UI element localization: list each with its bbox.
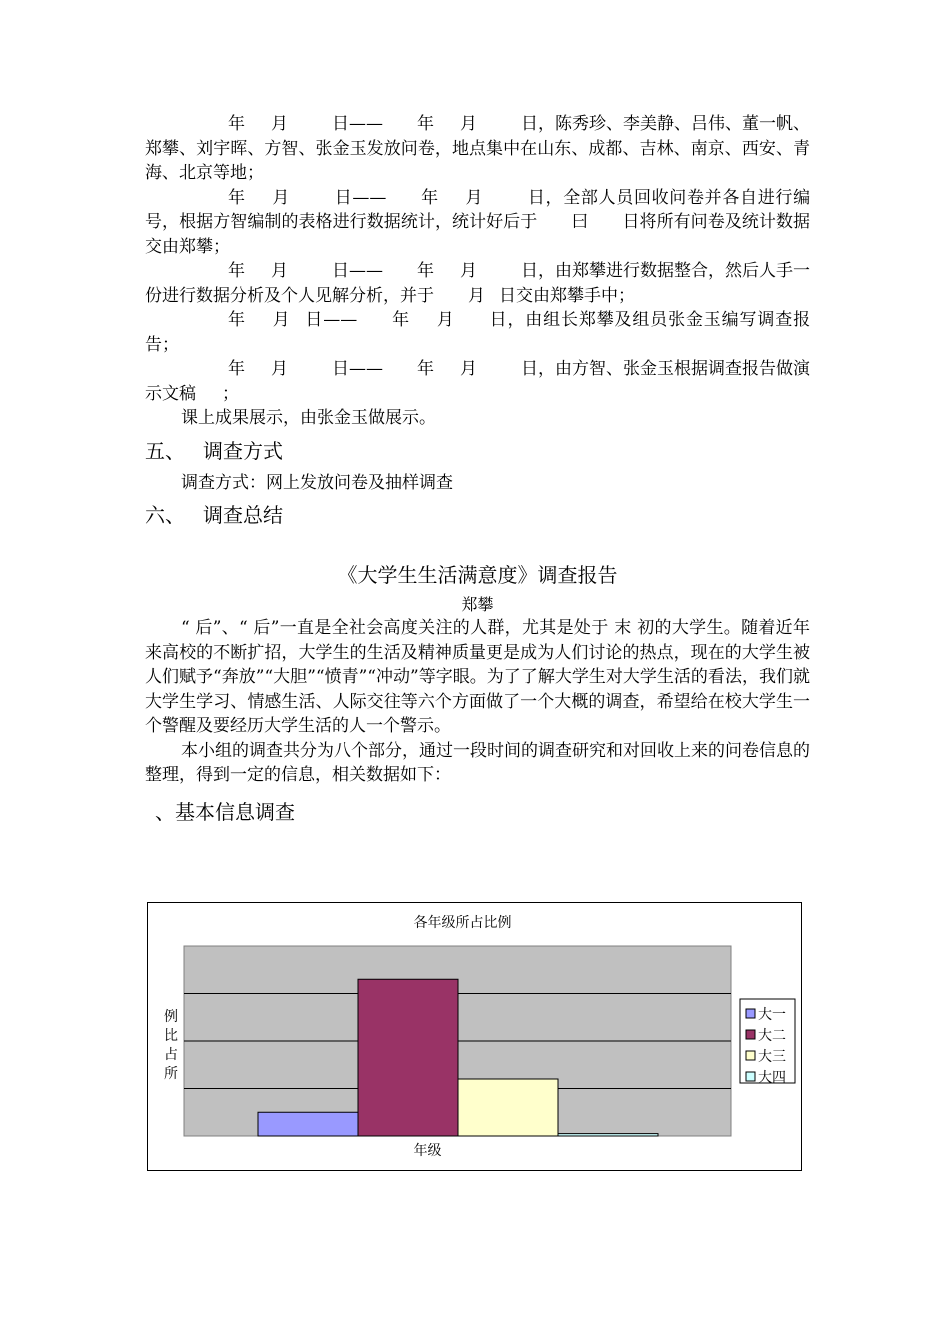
y-axis-label-char: 占 xyxy=(164,1047,178,1063)
legend-swatch-大四 xyxy=(746,1072,755,1081)
section-5-heading: 五、 调查方式 xyxy=(145,438,283,463)
schedule-line-5: 年 月 日—— 年 月 日，由方智、张金玉根据调查报告做演示文稿 ； xyxy=(145,359,810,404)
legend-swatch-大二 xyxy=(746,1030,755,1039)
basic-info-heading: 、基本信息调查 xyxy=(155,799,295,824)
schedule-line-4: 年 月 日—— 年 月 日，由组长郑攀及组员张金玉编写调查报告； xyxy=(145,310,811,355)
legend-label-大三: 大三 xyxy=(758,1049,786,1065)
report-paragraph-2: 本小组的调查共分为八个部分，通过一段时间的调查研究和对回收上来的问卷信息的整理，得到一定的信息，相关数据如下： xyxy=(145,740,810,785)
schedule-line-2: 年 月 日—— 年 月 日，全部人员回收问卷并各自进行编号，根据方智编制的表格进行数据统计，统计好后于 曰 日将所有问卷及统计数据交由郑攀； xyxy=(145,187,811,257)
chart-title: 各年级所占比例 xyxy=(413,915,512,931)
legend-swatch-大三 xyxy=(746,1051,755,1060)
report-paragraph-1: “ 后”、“ 后”一直是全社会高度关注的人群，尤其是处于 末 初的大学生。随着近年来高校的不断扩招，大学生的生活及精神质量更是成为人们讨论的热点，现在的大学生被人们赋予“奔放”“大胆”“愤青”“冲动”等字眼。为了了解大学生对大学生活的看法，我们就大学生学习、情感生活、人际交往等六个方面做了一个大概的调查，希望给在校大学生一个警醒及要经历大学生活的人一个警示。 xyxy=(145,618,810,736)
chart-svg xyxy=(148,903,801,1170)
section-6-heading: 六、 调查总结 xyxy=(145,503,283,527)
schedule-line-1: 年 月 日—— 年 月 日，陈秀珍、李美静、吕伟、董一帆、郑攀、刘宇晖、方智、张金玉发放问卷，地点集中在山东、成都、吉林、南京、西安、青海、北京等地； xyxy=(145,114,810,183)
legend-label-大一: 大一 xyxy=(758,1007,786,1023)
x-axis-label: 年级 xyxy=(413,1143,442,1159)
legend-label-大四: 大四 xyxy=(758,1070,786,1086)
bar-大四 xyxy=(558,1134,658,1136)
legend-label-大二: 大二 xyxy=(758,1028,786,1044)
y-axis-label-char: 例 xyxy=(164,1009,178,1025)
bar-大二 xyxy=(358,979,458,1136)
bar-大三 xyxy=(458,1079,558,1136)
report-title: 《大学生生活满意度》调查报告 xyxy=(337,563,618,587)
schedule-line-3: 年 月 日—— 年 月 日，由郑攀进行数据整合，然后人手一份进行数据分析及个人见解分析，并于 月 日交由郑攀手中； xyxy=(145,261,810,306)
report-author: 郑攀 xyxy=(461,595,494,614)
method-line: 调查方式：网上发放问卷及抽样调查 xyxy=(181,472,453,493)
grade-ratio-chart xyxy=(147,902,802,1171)
y-axis-label-char: 所 xyxy=(164,1066,178,1082)
document-page xyxy=(145,112,810,826)
y-axis-label-char: 比 xyxy=(164,1028,178,1044)
legend-swatch-大一 xyxy=(746,1009,755,1018)
closing-line: 课上成果展示，由张金玉做展示。 xyxy=(181,408,436,428)
bar-大一 xyxy=(258,1112,358,1136)
